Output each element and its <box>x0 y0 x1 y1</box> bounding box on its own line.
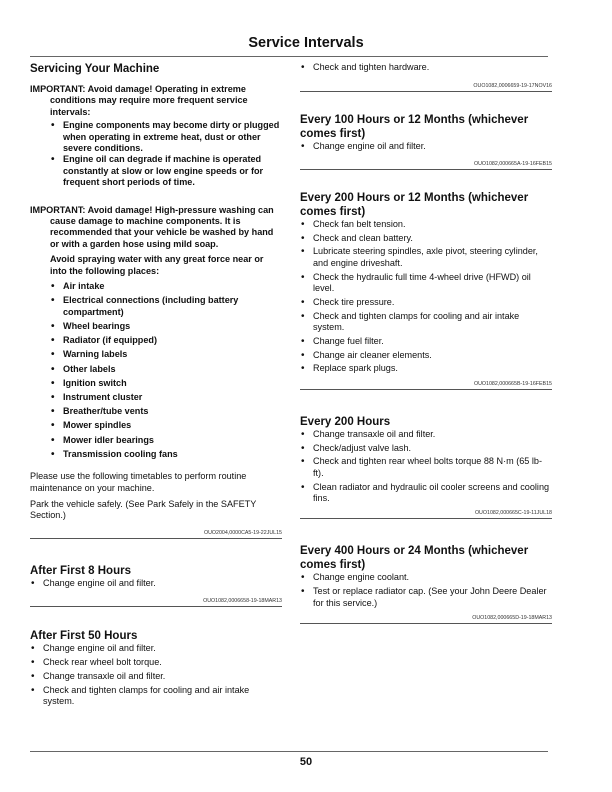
list-item: • Check fan belt tension. <box>300 219 552 230</box>
list-item: • Change engine coolant. <box>300 572 552 583</box>
footer-divider <box>30 751 548 752</box>
section-heading: After First 50 Hours <box>30 630 138 643</box>
reference-code: OUO1082,000665A-19-16FEB15 <box>473 160 552 167</box>
reference-code: OUO1082,000665C-19-11JUL18 <box>474 510 552 517</box>
list-item: • Mower spindles <box>50 420 282 431</box>
section-every-200-hours <box>300 415 552 520</box>
service-list <box>30 643 282 707</box>
page-number: 50 <box>299 756 313 768</box>
section-every-400-hours <box>300 544 552 624</box>
list-item: • Lubricate steering spindles, axle pivot, steering cylinder, and engine driveshaft. <box>300 246 552 269</box>
list-item: • Replace spark plugs. <box>300 363 552 374</box>
section-divider <box>300 518 552 519</box>
washing-instructions: Avoid spraying water with any great force near or into the following places: <box>50 254 264 276</box>
extreme-conditions-list <box>50 120 282 188</box>
list-item: • Change engine oil and filter. <box>300 141 552 152</box>
list-item: • Change transaxle oil and filter. <box>30 671 282 682</box>
list-item: • Test or replace radiator cap. (See your John Deere Dealer for this service.) <box>300 586 552 609</box>
section-servicing-your-machine <box>30 62 282 539</box>
list-item: • Check and tighten rear wheel bolts torque 88 N·m (65 lb-ft). <box>300 456 552 479</box>
list-item: • Mower idler bearings <box>50 435 282 446</box>
section-heading: Every 200 Hours <box>300 415 391 428</box>
important-note-washing: IMPORTANT: Avoid damage! High-pressure washing can cause damage to machine components. It is recommended that your vehicle be washed by hand or with a garden hose using mild soap. <box>30 204 274 249</box>
list-item: • Check tire pressure. <box>300 297 552 308</box>
list-item: • Check and tighten hardware. <box>300 62 552 73</box>
section-heading: Every 200 Hours or 12 Months (whichever comes first) <box>300 191 529 218</box>
list-item: • Check and tighten clamps for cooling and air intake system. <box>30 685 282 708</box>
section-continued <box>300 62 552 92</box>
reference-code: OUO1082,000665D-19-18MAR13 <box>472 615 552 622</box>
list-item: • Change engine oil and filter. <box>30 643 282 654</box>
reference-code: OUO1082,0006658-19-18MAR13 <box>203 598 282 605</box>
list-item: • Change engine oil and filter. <box>30 578 282 589</box>
service-list <box>300 219 552 375</box>
list-item: • Check the hydraulic full time 4-wheel drive (HFWD) oil level. <box>300 272 552 295</box>
park-safely-paragraph: Park the vehicle safely. (See Park Safely in the SAFETY Section.) <box>30 498 257 521</box>
reference-code: OUO1082,000665B-19-16FEB15 <box>473 380 552 387</box>
list-item: • Clean radiator and hydraulic oil cooler screens and cooling fins. <box>300 482 552 505</box>
list-item: • Instrument cluster <box>50 392 282 403</box>
section-divider <box>300 91 552 92</box>
section-divider <box>300 169 552 170</box>
section-every-100-hours <box>300 113 552 169</box>
section-divider <box>300 389 552 390</box>
list-item: • Check/adjust valve lash. <box>300 443 552 454</box>
service-list <box>300 429 552 505</box>
list-item: • Electrical connections (including battery compartment) <box>50 295 282 318</box>
list-item: • Transmission cooling fans <box>50 449 282 460</box>
section-after-first-50-hours <box>30 629 282 707</box>
section-heading: Every 400 Hours or 24 Months (whichever comes first) <box>300 545 529 572</box>
page-title: Service Intervals <box>248 35 364 51</box>
timetable-paragraph: Please use the following timetables to perform routine maintenance on your machine. <box>30 471 247 493</box>
section-heading: Servicing Your Machine <box>30 63 160 75</box>
list-item: • Ignition switch <box>50 378 282 389</box>
section-divider <box>30 606 282 607</box>
list-item: • Check and clean battery. <box>300 233 552 244</box>
list-item: • Change transaxle oil and filter. <box>300 429 552 440</box>
service-list <box>300 141 552 152</box>
reference-code: OUO1082,0006659-19-17NOV16 <box>473 83 552 90</box>
list-item: • Engine oil can degrade if machine is operated constantly at slow or low engine speeds or for frequent short periods of time. <box>50 154 282 188</box>
washing-avoid-list <box>50 281 282 460</box>
list-item: • Change fuel filter. <box>300 336 552 347</box>
section-after-first-8-hours <box>30 564 282 607</box>
list-item: • Radiator (if equipped) <box>50 335 282 346</box>
service-list <box>300 572 552 609</box>
section-divider <box>300 623 552 624</box>
list-item: • Breather/tube vents <box>50 406 282 417</box>
list-item: • Other labels <box>50 364 282 375</box>
service-list <box>300 62 552 73</box>
right-column <box>300 62 552 624</box>
list-item: • Engine components may become dirty or plugged when operating in extreme heat, dust or other severe conditions. <box>50 120 282 154</box>
list-item: • Check rear wheel bolt torque. <box>30 657 282 668</box>
list-item: • Change air cleaner elements. <box>300 350 552 361</box>
section-divider <box>30 538 282 539</box>
service-list <box>30 578 282 589</box>
section-heading: After First 8 Hours <box>30 564 131 577</box>
important-note-extreme-conditions: IMPORTANT: Avoid damage! Operating in extreme conditions may require more frequent service intervals: <box>30 84 248 117</box>
title-divider <box>30 56 548 57</box>
list-item: • Air intake <box>50 281 282 292</box>
list-item: • Wheel bearings <box>50 321 282 332</box>
reference-code: OUO2004,0000CA5-19-22JUL15 <box>203 529 282 536</box>
left-column <box>30 62 282 710</box>
section-every-200-hours-12-months <box>300 191 552 390</box>
list-item: • Warning labels <box>50 349 282 360</box>
section-heading: Every 100 Hours or 12 Months (whichever comes first) <box>300 114 529 141</box>
list-item: • Check and tighten clamps for cooling and air intake system. <box>300 311 552 334</box>
